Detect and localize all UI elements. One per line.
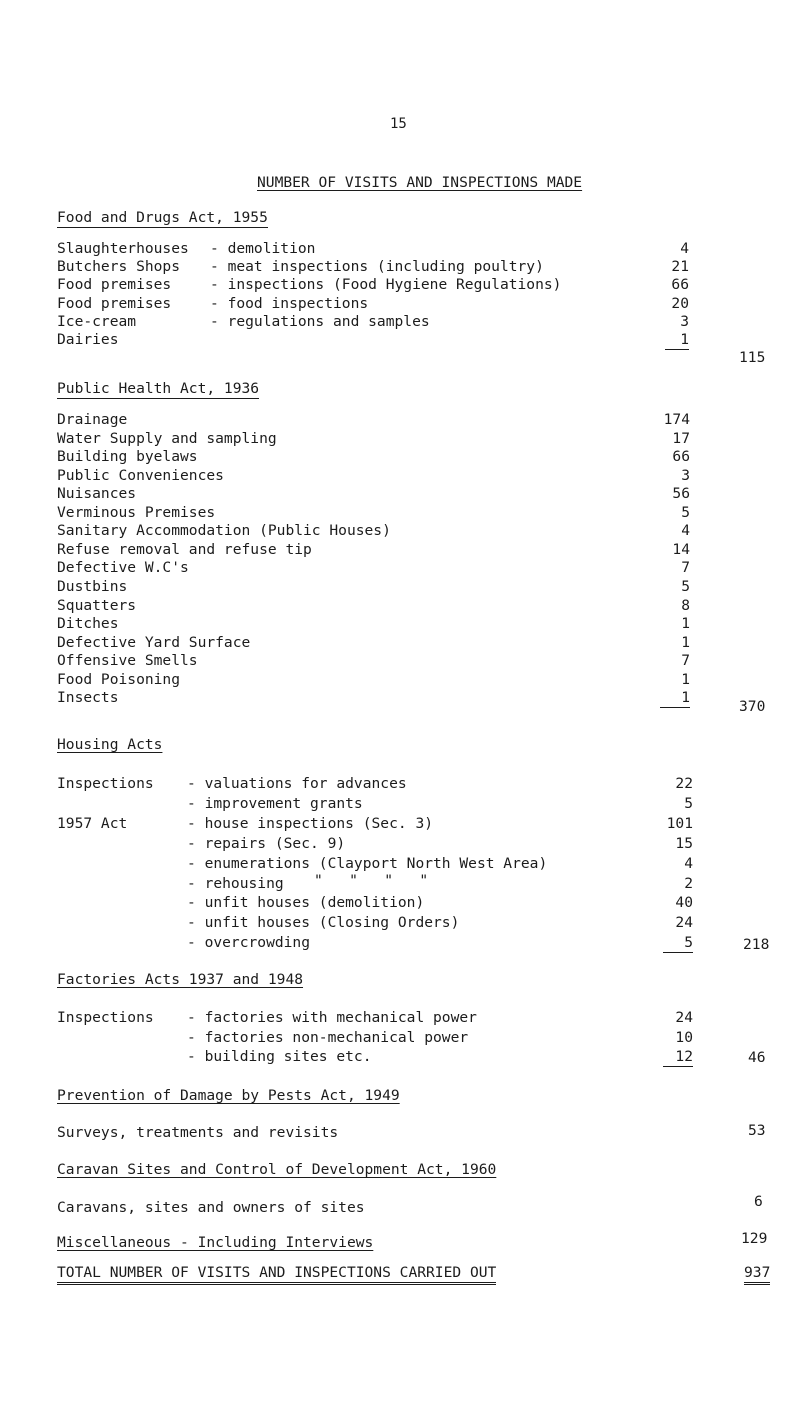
row-value: 4 [680,240,689,257]
row-value: 5 [681,578,690,595]
row-label: Food premises [57,295,172,312]
row-detail: - food inspections [210,295,369,312]
row-value: 10 [675,1029,693,1046]
row-label: Refuse removal and refuse tip [57,541,312,558]
section-heading-caravan: Caravan Sites and Control of Development Act, 1960 [57,1161,497,1178]
ditto-marks: " " " " [314,872,429,889]
section-heading-factories: Factories Acts 1937 and 1948 [57,971,304,988]
page-number: 15 [390,116,407,132]
section-heading-misc: Miscellaneous - Including Interviews [57,1234,374,1251]
row-label: Food premises [57,276,172,293]
factories-label-inspections: Inspections [57,1009,154,1026]
row-value: 1 [681,634,690,651]
row-label: Dairies [57,331,119,348]
row-value: 1 [681,671,690,688]
row-value: 20 [671,295,689,312]
row-label: Verminous Premises [57,504,216,521]
row-label: Public Conveniences [57,467,224,484]
row-label: Building byelaws [57,448,198,465]
row-label: Food Poisoning [57,671,181,688]
row-label: Squatters [57,597,137,614]
row-label: Offensive Smells [57,652,198,669]
page-title: NUMBER OF VISITS AND INSPECTIONS MADE [257,174,583,191]
row-detail: - overcrowding [187,934,311,951]
section-heading-housing: Housing Acts [57,736,163,753]
misc-total: 129 [741,1230,768,1247]
row-value: 15 [675,835,693,852]
caravan-total: 6 [754,1193,763,1210]
row-value: 1 [681,615,690,632]
row-value: 21 [671,258,689,275]
row-value: 7 [681,652,690,669]
row-value: 174 [663,411,690,428]
housing-label-inspections: Inspections [57,775,154,792]
row-value: 8 [681,597,690,614]
row-value: 4 [684,855,693,872]
row-value: 1 [665,333,689,350]
row-label: Insects [57,689,119,706]
row-value: 5 [684,795,693,812]
row-detail: - regulations and samples [210,313,430,330]
row-label: Ice-cream [57,313,137,330]
grand-total-label: TOTAL NUMBER OF VISITS AND INSPECTIONS CARRIED OUT [57,1266,496,1285]
row-detail: - unfit houses (demolition) [187,894,425,911]
row-value: 7 [681,559,690,576]
housing-label-act: 1957 Act [57,815,128,832]
row-value: 24 [675,914,693,931]
row-value: 17 [672,430,690,447]
grand-total-value: 937 [744,1266,770,1285]
pests-total: 53 [748,1122,766,1139]
row-detail: - factories non-mechanical power [187,1029,469,1046]
row-value: 24 [675,1009,693,1026]
row-detail: - valuations for advances [187,775,407,792]
section-heading-public-health: Public Health Act, 1936 [57,380,260,397]
row-label: Sanitary Accommodation (Public Houses) [57,522,391,539]
row-value: 1 [660,691,690,708]
row-detail: - meat inspections (including poultry) [210,258,544,275]
row-value: 5 [663,936,693,953]
housing-total: 218 [743,936,770,953]
factories-total: 46 [748,1049,766,1066]
row-detail: - building sites etc. [187,1048,372,1065]
row-value: 3 [681,467,690,484]
food-drugs-total: 115 [739,349,766,366]
row-value: 66 [671,276,689,293]
row-value: 3 [680,313,689,330]
pests-line: Surveys, treatments and revisits [57,1124,339,1141]
row-value: 12 [663,1050,693,1067]
row-value: 5 [681,504,690,521]
row-label: Defective W.C's [57,559,189,576]
row-detail: - rehousing [187,875,284,892]
row-label: Slaughterhouses [57,240,189,257]
row-detail: - demolition [210,240,316,257]
row-detail: - enumerations (Clayport North West Area) [187,855,548,872]
section-heading-food-drugs: Food and Drugs Act, 1955 [57,209,268,226]
row-detail: - inspections (Food Hygiene Regulations) [210,276,562,293]
row-label: Drainage [57,411,128,428]
row-label: Nuisances [57,485,137,502]
row-detail: - unfit houses (Closing Orders) [187,914,460,931]
row-value: 40 [675,894,693,911]
row-detail: - repairs (Sec. 9) [187,835,346,852]
public-health-total: 370 [739,698,766,715]
row-label: Dustbins [57,578,128,595]
row-detail: - factories with mechanical power [187,1009,477,1026]
row-detail: - improvement grants [187,795,363,812]
section-heading-pests: Prevention of Damage by Pests Act, 1949 [57,1087,400,1104]
row-value: 4 [681,522,690,539]
row-value: 66 [672,448,690,465]
row-value: 22 [675,775,693,792]
row-label: Butchers Shops [57,258,181,275]
caravan-line: Caravans, sites and owners of sites [57,1199,365,1216]
row-value: 101 [666,815,693,832]
row-label: Defective Yard Surface [57,634,251,651]
row-label: Water Supply and sampling [57,430,277,447]
row-value: 56 [672,485,690,502]
row-value: 14 [672,541,690,558]
row-detail: - house inspections (Sec. 3) [187,815,434,832]
row-label: Ditches [57,615,119,632]
row-value: 2 [684,875,693,892]
